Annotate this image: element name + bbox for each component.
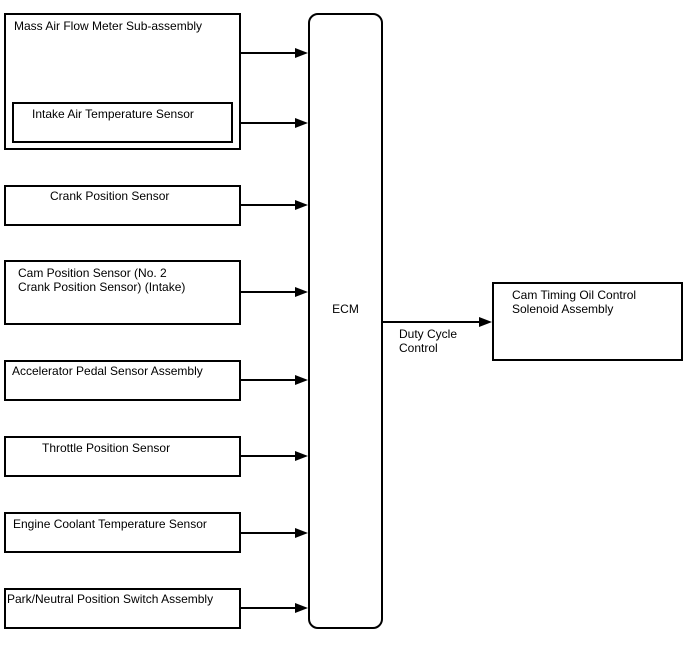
duty-cycle-control-label-line1: Duty Cycle <box>399 327 458 341</box>
cam-position-sensor-label-line1: Cam Position Sensor (No. 2 <box>18 266 167 280</box>
intake-air-temp-sensor-box <box>12 102 233 143</box>
arrow-ecm-to-solenoid <box>383 317 492 327</box>
arrow-coolant-to-ecm <box>241 528 308 538</box>
arrow-park-neutral-to-ecm <box>241 603 308 613</box>
park-neutral-switch-box <box>4 588 241 629</box>
arrow-iat-to-ecm <box>233 118 308 128</box>
intake-air-temp-sensor-label: Intake Air Temperature Sensor <box>32 107 194 121</box>
crank-position-sensor-box <box>4 185 241 226</box>
cam-position-sensor-box <box>4 260 241 325</box>
engine-coolant-temp-sensor-box <box>4 512 241 553</box>
arrow-crank-to-ecm <box>241 200 308 210</box>
mass-air-flow-meter-label: Mass Air Flow Meter Sub-assembly <box>14 19 203 33</box>
cam-position-sensor-label <box>18 266 185 294</box>
cam-timing-solenoid-box <box>492 282 683 361</box>
engine-coolant-temp-sensor-label: Engine Coolant Temperature Sensor <box>13 517 207 531</box>
throttle-position-sensor-box <box>4 436 241 477</box>
arrow-accel-to-ecm <box>241 375 308 385</box>
crank-position-sensor-label: Crank Position Sensor <box>50 189 170 203</box>
cam-position-sensor-label-line2: Crank Position Sensor) (Intake) <box>18 280 186 294</box>
arrow-cam-to-ecm <box>241 287 308 297</box>
accelerator-pedal-sensor-box <box>4 360 241 401</box>
park-neutral-switch-label: Park/Neutral Position Switch Assembly <box>7 592 214 606</box>
ecm-box <box>308 13 383 629</box>
arrow-throttle-to-ecm <box>241 451 308 461</box>
cam-timing-solenoid-label-line1: Cam Timing Oil Control <box>512 288 637 302</box>
throttle-position-sensor-label: Throttle Position Sensor <box>42 441 171 455</box>
cam-timing-solenoid-label <box>512 288 636 316</box>
arrow-maf-to-ecm <box>241 48 308 58</box>
duty-cycle-control-label-line2: Control <box>399 341 438 355</box>
cam-timing-solenoid-label-line2: Solenoid Assembly <box>512 302 614 316</box>
accelerator-pedal-sensor-label: Accelerator Pedal Sensor Assembly <box>12 364 203 378</box>
mass-air-flow-meter-box <box>4 13 241 150</box>
ecm-label: ECM <box>332 302 359 316</box>
duty-cycle-control-label <box>399 327 457 355</box>
